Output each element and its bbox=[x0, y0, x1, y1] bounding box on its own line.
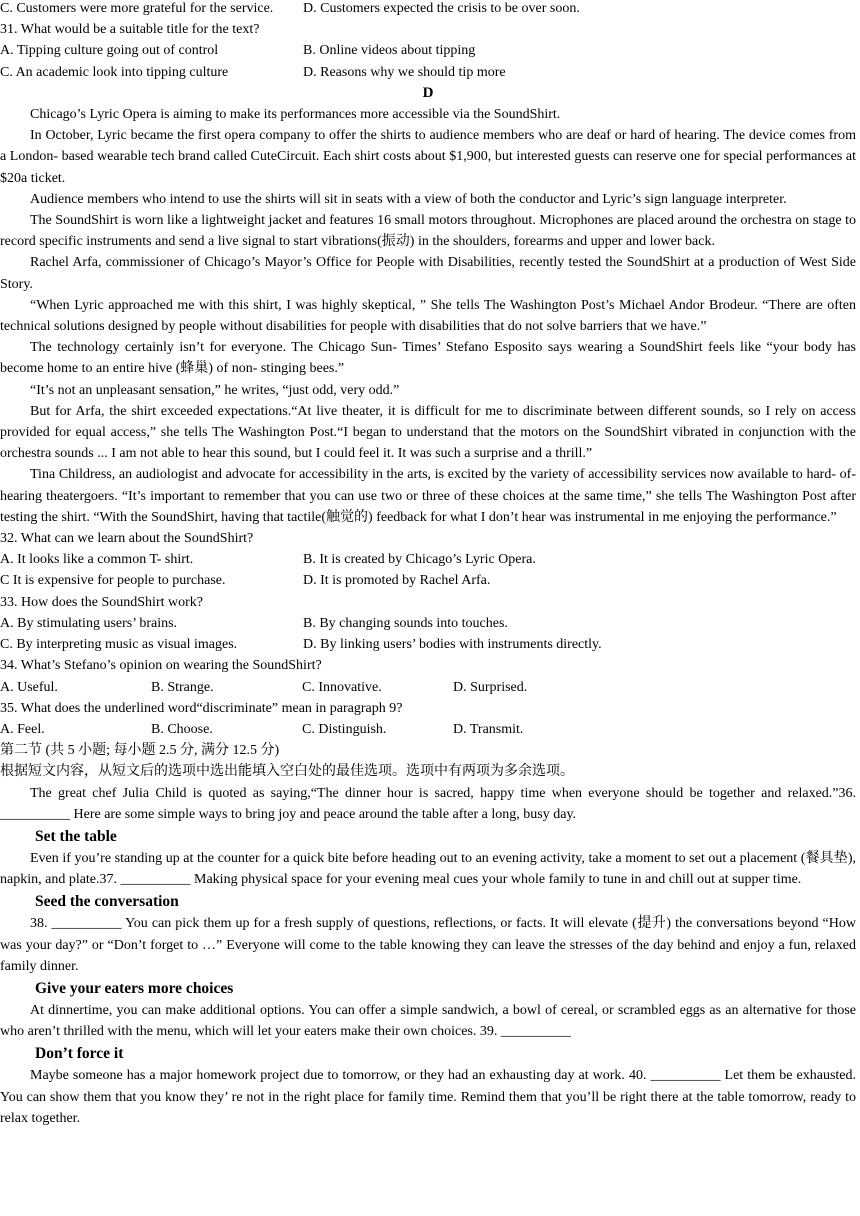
option-b: B. It is created by Chicago’s Lyric Opera. bbox=[303, 552, 536, 568]
q32-options-ab bbox=[0, 549, 856, 570]
option-c: C. By interpreting music as visual images. bbox=[0, 637, 238, 653]
option-c: C. Distinguish. bbox=[302, 721, 387, 737]
subheading-give-more-choices: Give your eaters more choices bbox=[35, 979, 234, 997]
q35-options bbox=[0, 719, 856, 740]
subheading-dont-force-it: Don’t force it bbox=[35, 1045, 124, 1063]
question-33-stem: 33. How does the SoundShirt work? bbox=[0, 594, 203, 610]
option-d: D. Customers expected the crisis to be over soon. bbox=[303, 1, 580, 16]
option-c: C. Customers were more grateful for the service. bbox=[0, 1, 274, 16]
option-c: C. Innovative. bbox=[302, 679, 382, 695]
section-text: At dinnertime, you can make additional options. You can offer a simple sandwich, a bowl of cereal, or scrambled eggs as an alternative for those who aren’t thrilled with the menu, which will let your eaters make their own choices. 39. __________ bbox=[0, 1002, 856, 1040]
passage-paragraph: Chicago’s Lyric Opera is aiming to make its performances more accessible via the SoundShirt. bbox=[30, 107, 561, 123]
q33-options-cd bbox=[0, 634, 856, 655]
subheading-seed-the-conversation: Seed the conversation bbox=[35, 893, 179, 911]
question-32-stem: 32. What can we learn about the SoundShirt? bbox=[0, 531, 254, 547]
option-d: D. Reasons why we should tip more bbox=[303, 64, 506, 80]
passage-paragraph: But for Arfa, the shirt exceeded expectations.“At live theater, it is difficult for me to discriminate between different sounds, so I rely on access provided for equal access,” she tells The Washington Post.“I began to understand that the motors on the SoundShirt vibrated in conjunction with the orchestra sounds ... I am not able to hear this sound, but I could feel it. It was such a surprise and a thrill.” bbox=[0, 403, 856, 462]
q30-options-cd bbox=[0, 0, 856, 19]
passage-paragraph: “When Lyric approached me with this shirt, I was highly skeptical, ” She tells The Washington Post’s Michael Andor Brodeur. “There are often technical solutions designed by people without disabilities for people with disabilities that do not solve barriers that we have.” bbox=[0, 297, 856, 335]
section-d-heading: D bbox=[422, 84, 434, 101]
option-d: D. It is promoted by Rachel Arfa. bbox=[303, 573, 491, 589]
section-text: Even if you’re standing up at the counter for a quick bite before heading out to an evening activity, take a moment to set out a placement (餐具垫), napkin, and plate.37. __________ Making physical space for your evening meal cues your whole family to tune in and chill out at supper time. bbox=[0, 850, 856, 888]
passage-paragraph: “It’s not an unpleasant sensation,” he writes, “just odd, very odd.” bbox=[30, 382, 400, 398]
option-b: B. Choose. bbox=[151, 721, 213, 737]
option-b: B. Strange. bbox=[151, 679, 214, 695]
option-b: B. Online videos about tipping bbox=[303, 43, 476, 59]
passage-paragraph: The technology certainly isn’t for everyone. The Chicago Sun- Times’ Stefano Esposito says wearing a SoundShirt feels like “your body has become home to an entire hive (蜂巢) of non- stinging bees.” bbox=[0, 340, 856, 377]
question-35-stem: 35. What does the underlined word“discriminate” mean in paragraph 9? bbox=[0, 700, 403, 716]
part2-heading: 第二节 (共 5 小题; 每小题 2.5 分, 满分 12.5 分) bbox=[0, 743, 280, 759]
q31-options-ab bbox=[0, 40, 856, 61]
option-a: A. Tipping culture going out of control bbox=[0, 43, 219, 59]
question-31-stem: 31. What would be a suitable title for the text? bbox=[0, 22, 260, 38]
section-text: Maybe someone has a major homework project due to tomorrow, or they had an exhausting day at work. 40. __________ Let them be exhausted. You can show them that you know they’ re not in the right place for family time. Remind them that you’ll be right there at the table tomorrow, ready to relax together. bbox=[0, 1068, 856, 1126]
option-a: A. It looks like a common T- shirt. bbox=[0, 552, 194, 568]
option-c: C It is expensive for people to purchase. bbox=[0, 573, 226, 589]
option-a: A. Feel. bbox=[0, 721, 45, 737]
subheading-set-the-table: Set the table bbox=[35, 827, 117, 845]
option-a: A. By stimulating users’ brains. bbox=[0, 615, 178, 631]
passage-paragraph: Rachel Arfa, commissioner of Chicago’s Mayor’s Office for People with Disabilities, recently tested the SoundShirt at a production of West Side Story. bbox=[0, 255, 856, 292]
option-b: B. By changing sounds into touches. bbox=[303, 615, 508, 631]
option-d: D. By linking users’ bodies with instruments directly. bbox=[303, 637, 602, 653]
part2-instruction: 根据短文内容，从短文后的选项中选出能填入空白处的最佳选项。选项中有两项为多余选项。 bbox=[0, 764, 574, 780]
q34-options bbox=[0, 677, 856, 698]
passage-paragraph: In October, Lyric became the first opera company to offer the shirts to audience members who are deaf or hard of hearing. The device comes from a London- based wearable tech brand called CuteCircuit. Each shirt costs about $1,900, but interested guests can reserve one for special performances at $20a ticket. bbox=[0, 128, 856, 186]
option-d: D. Transmit. bbox=[453, 721, 524, 737]
passage-paragraph: Tina Childress, an audiologist and advocate for accessibility in the arts, is excited by the variety of accessibility services now available to hard- of- hearing theatergoers. “It’s important to remember that you can use two or three of these choices at the same time,” she tells The Washington Post after testing the shirt. “With the SoundShirt, having that tactile(触觉的) feedback for what I don’t hear was instrumental in me enjoying the performance.” bbox=[0, 467, 856, 525]
passage-paragraph: Audience members who intend to use the shirts will sit in seats with a view of both the conductor and Lyric’s sign language interpreter. bbox=[30, 191, 787, 207]
section-text: 38. __________ You can pick them up for a fresh supply of questions, reflections, or facts. It will elevate (提升) the conversations beyond “How was your day?” or “Don’t forget to …” Everyone will come to the table knowing they can leave the stresses of the day behind and enjoy a fun, relaxed family dinner. bbox=[0, 916, 856, 974]
q31-options-cd bbox=[0, 62, 856, 83]
q32-options-cd bbox=[0, 570, 856, 591]
option-c: C. An academic look into tipping culture bbox=[0, 64, 229, 80]
part2-intro: The great chef Julia Child is quoted as saying,“The dinner hour is sacred, happy time when everyone should be together and relaxed.”36. __________ Here are some simple ways to bring joy and peace around the table after a long, busy day. bbox=[0, 785, 856, 822]
option-a: A. Useful. bbox=[0, 679, 58, 695]
passage-paragraph: The SoundShirt is worn like a lightweight jacket and features 16 small motors throughout. Microphones are placed around the orchestra on stage to record specific instruments and send a live signal to start vibrations(振动) in the shoulders, forearms and upper and lower back. bbox=[0, 213, 856, 250]
option-d: D. Surprised. bbox=[453, 679, 528, 695]
question-34-stem: 34. What’s Stefano’s opinion on wearing the SoundShirt? bbox=[0, 658, 322, 674]
q33-options-ab bbox=[0, 613, 856, 634]
